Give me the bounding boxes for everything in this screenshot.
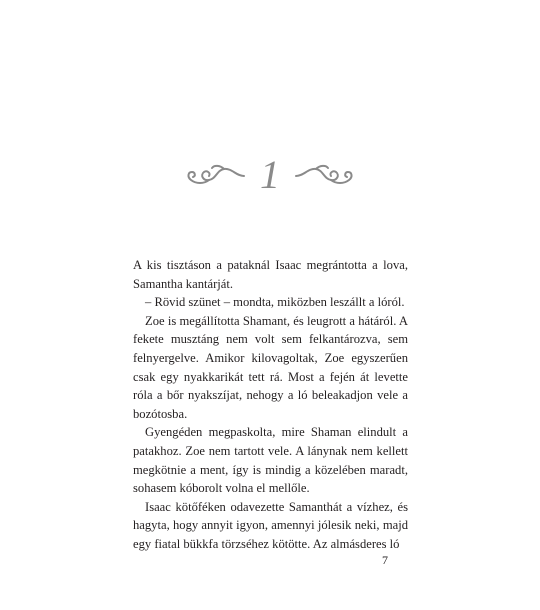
chapter-body-text — [133, 256, 408, 554]
page-number: 7 — [382, 553, 388, 567]
chapter-heading — [0, 150, 540, 200]
right-flourish-icon — [294, 162, 356, 188]
chapter-number: 1 — [260, 152, 280, 197]
left-flourish-icon — [184, 162, 246, 188]
paragraph: A kis tisztáson a pataknál Isaac megrántotta a lova, Samantha kantárját. — [133, 258, 408, 291]
paragraph: – Rövid szünet – mondta, miközben leszállt a lóról. — [145, 295, 405, 310]
paragraph: Isaac kötőféken odavezette Samanthát a vízhez, és hagyta, hogy annyit igyon, amennyi jólesik neki, majd egy fiatal bükkfa törzséhez kötötte. Az almásderes ló — [133, 499, 408, 551]
paragraph: Gyengéden megpaskolta, mire Shaman elindult a patakhoz. Zoe nem tartott vele. A lánynak nem kellett megkötnie a ment, így is mindig a közelében maradt, sohasem kóborolt volna el mellőle. — [133, 425, 408, 496]
paragraph: Zoe is megállította Shamant, és leugrott a hátáról. A fekete musztáng nem volt sem felkantározva, sem felnyergelve. Amikor kilovagoltak, Zoe egyszerűen csak egy nyakkarikát tett rá. Most a fején át levette róla a bőr nyakszíjat, nehogy a ló beleakadjon vele a bozótosba. — [133, 313, 408, 421]
